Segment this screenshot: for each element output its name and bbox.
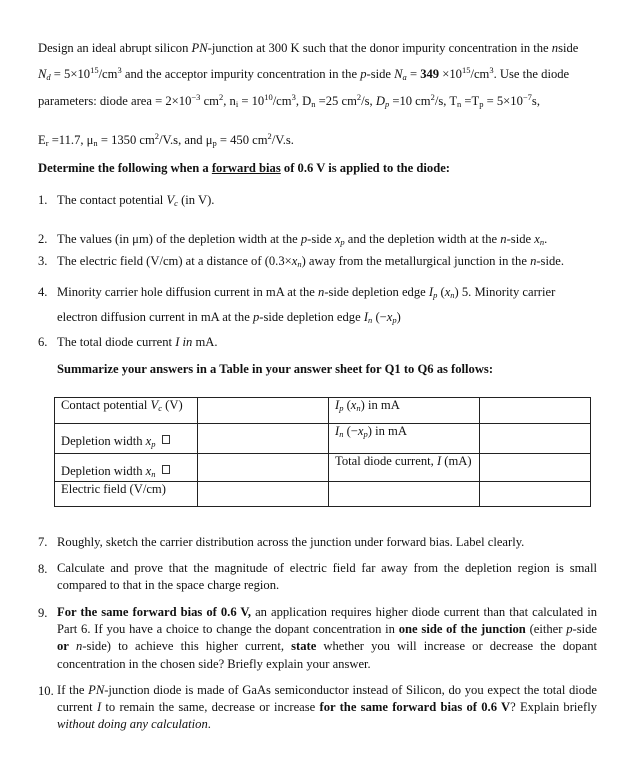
na-exp: 15	[461, 65, 471, 75]
underlined-text: forward bias	[211, 161, 281, 175]
xn-sub: n	[539, 237, 545, 247]
n-italic: n	[76, 639, 83, 654]
xp-symbol: x	[386, 310, 393, 324]
text: .	[544, 232, 548, 246]
item-9	[57, 604, 597, 673]
table-cell	[55, 424, 198, 454]
p-italic: p	[252, 310, 260, 324]
text: -side.	[536, 254, 564, 268]
dn-value: =25 cm	[315, 94, 357, 108]
na-sub: a	[402, 72, 407, 82]
text: of 0.6 V is applied to the diode:	[280, 161, 450, 175]
er-label: E	[38, 133, 46, 147]
bold-text: For the same forward bias of 0.6 V,	[57, 605, 252, 619]
total-current-symbol: I in	[175, 335, 193, 349]
xn-symbol: x	[534, 232, 540, 246]
text: (	[343, 398, 351, 412]
area-unit-exp: 2	[218, 92, 224, 102]
text: (	[437, 285, 445, 299]
mun-sub: n	[93, 138, 98, 148]
placeholder-box-icon	[162, 465, 170, 474]
vc-sub: c	[174, 198, 178, 208]
ip-symbol: I	[335, 398, 340, 412]
intro-line-4	[38, 132, 294, 148]
text: (−	[343, 424, 358, 438]
text	[69, 639, 76, 653]
bold-text: or	[57, 639, 69, 654]
text: -side	[572, 622, 597, 637]
text: to remain the same, decrease or increase	[101, 700, 320, 715]
item-number: 1.	[38, 193, 48, 207]
er-sub: r	[45, 138, 49, 148]
text: Contact potential	[61, 398, 151, 412]
table-cell	[198, 482, 329, 507]
tau-exp: −7	[522, 92, 532, 102]
tau-sub-p: p	[479, 99, 484, 109]
xp-sub: p	[363, 429, 368, 439]
vc-symbol: V	[166, 193, 175, 207]
item-number: 4.	[38, 285, 48, 299]
dn-unit: /s,	[361, 94, 376, 108]
text: -junction at 300 K such that the donor impurity concentration in the	[207, 41, 552, 55]
text: ) in mA	[367, 424, 407, 438]
xp-sub: p	[340, 237, 345, 247]
section-heading	[38, 160, 450, 176]
dp-label: D	[375, 94, 385, 108]
table-row	[55, 454, 591, 482]
mup-value: = 450 cm	[216, 133, 268, 147]
mun-value: = 1350 cm	[97, 133, 155, 147]
na-value: 349	[420, 67, 440, 81]
xn-symbol: x	[350, 398, 357, 412]
table-cell	[329, 454, 480, 482]
text: Design an ideal abrupt silicon	[38, 41, 192, 55]
text: The total diode current	[57, 335, 176, 349]
item-number: 7.	[38, 535, 48, 549]
bold-text: one side of the junction	[398, 622, 526, 637]
text: Minority carrier hole diffusion current in mA at the	[57, 285, 319, 299]
ni-label: , n	[223, 94, 236, 108]
xn-sub: n	[356, 403, 361, 413]
item-3	[57, 253, 564, 269]
pn-italic: PN	[88, 683, 105, 697]
nd-symbol: N	[38, 67, 47, 81]
text: ? Explain briefly	[510, 700, 597, 715]
text: -side depletion edge	[324, 285, 429, 299]
i-symbol: I	[436, 454, 442, 468]
nd-exp: 15	[90, 65, 99, 75]
text: and the acceptor impurity concentration in the	[121, 67, 361, 81]
dn-sub: n	[311, 99, 316, 109]
item-6	[57, 334, 218, 350]
i-symbol: I	[96, 700, 102, 715]
ip-sub: p	[433, 290, 438, 300]
item-4	[57, 284, 555, 300]
table-row	[55, 424, 591, 454]
na-unit: /cm	[470, 67, 490, 81]
ni-exp: 10	[264, 92, 273, 102]
table-cell	[329, 398, 480, 424]
n-italic: n	[500, 232, 507, 246]
text: (V)	[162, 398, 183, 412]
text: .	[207, 717, 211, 732]
in-sub: n	[368, 315, 373, 325]
text: whether you will increase or decrease the dopant concentration in the chosen side? Briefly explain your answer.	[57, 639, 597, 671]
vc-symbol: V	[150, 398, 159, 412]
n-italic: n	[551, 41, 559, 55]
text: Total diode current,	[335, 454, 437, 468]
text: =	[406, 67, 421, 81]
xp-sub: p	[392, 315, 397, 325]
item-2	[57, 231, 547, 247]
dn-exp: 2	[356, 92, 362, 102]
text: (mA)	[441, 454, 472, 468]
tau-unit: s,	[531, 94, 540, 108]
table-cell	[198, 398, 329, 424]
na-unit-exp: 3	[489, 65, 494, 75]
vc-sub: c	[158, 403, 163, 413]
dn-label: , D	[295, 94, 312, 108]
text: ) in mA	[360, 398, 400, 412]
table-cell: Electric field (V/cm)	[55, 482, 198, 507]
ni-unit: /cm	[272, 94, 292, 108]
text: Depletion width	[61, 464, 146, 478]
nd-unit: /cm	[98, 67, 118, 81]
table-cell	[329, 482, 480, 507]
intro-line-2	[38, 66, 569, 82]
mup-sub: p	[212, 138, 217, 148]
bold-text: for the same forward bias of 0.6 V	[319, 700, 511, 715]
table-cell	[198, 454, 329, 482]
in-sub: n	[339, 429, 344, 439]
nd-unit-exp: 3	[117, 65, 122, 75]
text: -side depletion edge	[259, 310, 364, 324]
table-row	[55, 398, 591, 424]
xn-symbol: x	[291, 254, 298, 268]
table-cell	[55, 398, 198, 424]
p-italic: p	[300, 232, 308, 246]
item-1	[57, 192, 214, 208]
text: and the depletion width at the	[344, 232, 501, 246]
table-cell	[55, 454, 198, 482]
text: (either	[525, 622, 567, 637]
dp-unit: /s,	[434, 94, 450, 108]
text: ×10	[439, 67, 462, 81]
xp-sub: p	[151, 439, 156, 449]
italic-text: without doing any calculation	[57, 717, 208, 732]
ni-sub: i	[235, 99, 239, 109]
table-cell	[329, 424, 480, 454]
na-symbol: N	[394, 67, 403, 81]
text: Depletion width	[61, 434, 146, 448]
area-unit: cm	[200, 94, 219, 108]
ip-sub: p	[339, 403, 344, 413]
xn-symbol: x	[145, 464, 152, 478]
er-value: =11.7, μ	[48, 133, 94, 147]
table-row	[55, 482, 591, 507]
text: side	[558, 41, 579, 55]
n-italic: n	[530, 254, 537, 268]
item-5	[57, 309, 401, 325]
table-cell	[480, 454, 591, 482]
text: an application requires higher diode current than that calculated in Part 6. If you have a choice to change the dopant concentration in	[57, 605, 597, 637]
mup-exp: 2	[267, 131, 272, 141]
ip-symbol: I	[428, 285, 434, 299]
text: mA.	[192, 335, 218, 349]
xp-symbol: x	[334, 232, 341, 246]
dp-exp: 2	[430, 92, 435, 102]
placeholder-box-icon	[162, 435, 170, 444]
bold-text: state	[291, 639, 317, 654]
xn-sub: n	[450, 290, 455, 300]
text: electron diffusion current in mA at the	[57, 310, 253, 324]
item-7: Roughly, sketch the carrier distribution across the junction under forward bias. Label clearly.	[57, 535, 525, 549]
mun-exp: 2	[154, 131, 160, 141]
nd-value: = 5×10	[50, 67, 91, 81]
text: ) 5. Minority carrier	[454, 285, 556, 299]
intro-line-1	[38, 40, 578, 56]
in-symbol: I	[363, 310, 369, 324]
dp-value: =10 cm	[389, 94, 431, 108]
text: )	[396, 310, 401, 324]
text: The contact potential	[57, 193, 167, 207]
dp-sub: p	[384, 99, 390, 109]
area-exp: −3	[191, 92, 201, 102]
item-8: Calculate and prove that the magnitude of electric field far away from the depletion region is small compared to that in the space charge region.	[57, 561, 597, 593]
item-number: 9.	[38, 606, 48, 620]
p-italic: p	[566, 622, 573, 637]
text: -junction diode is made of GaAs semiconductor instead of Silicon, do you expect the total diode current	[57, 683, 597, 715]
tau-sub-n: n	[457, 99, 462, 109]
mun-unit: /V.s, and μ	[159, 133, 213, 147]
text: ) away from the metallurgical junction in the	[301, 254, 531, 268]
item-number: 10.	[38, 684, 54, 698]
xp-symbol: x	[145, 434, 152, 448]
xn-symbol: x	[444, 285, 451, 299]
item-10	[57, 682, 597, 734]
mup-unit: /V.s.	[271, 133, 294, 147]
table-cell	[480, 424, 591, 454]
item-number: 2.	[38, 232, 48, 246]
text: Determine the following when a	[38, 161, 212, 175]
text: If the	[57, 683, 89, 697]
item-number: 8.	[38, 562, 48, 576]
text: -side	[366, 67, 395, 81]
text: The electric field (V/cm) at a distance of (0.3×	[57, 254, 292, 268]
text: =T	[461, 94, 480, 108]
text: The values (in μm) of the depletion width at the	[57, 232, 301, 246]
table-cell	[198, 424, 329, 454]
item-number: 3.	[38, 254, 48, 268]
n-italic: n	[318, 285, 325, 299]
xn-sub: n	[297, 259, 302, 269]
area-text: parameters: diode area = 2×10	[38, 94, 192, 108]
nd-sub: d	[46, 72, 51, 82]
text: . Use the diode	[493, 67, 570, 81]
xp-symbol: x	[357, 424, 364, 438]
text: (in V).	[177, 193, 215, 207]
tau-label: T	[449, 94, 458, 108]
text: -side	[506, 232, 535, 246]
xn-sub: n	[151, 469, 156, 479]
p-italic: p	[360, 67, 367, 81]
text: (−	[372, 310, 387, 324]
answer-table	[54, 397, 591, 507]
item-number: 6.	[38, 335, 48, 349]
text: -side	[307, 232, 335, 246]
text: -side) to achieve this higher current,	[82, 639, 292, 654]
ni-unit-exp: 3	[291, 92, 296, 102]
ni-value: = 10	[238, 94, 265, 108]
intro-line-3	[38, 93, 540, 109]
tau-value: = 5×10	[483, 94, 523, 108]
table-cell	[480, 482, 591, 507]
pn-italic: PN	[191, 41, 208, 55]
summary-instruction: Summarize your answers in a Table in your answer sheet for Q1 to Q6 as follows:	[57, 362, 494, 376]
in-symbol: I	[335, 424, 340, 438]
table-cell	[480, 398, 591, 424]
